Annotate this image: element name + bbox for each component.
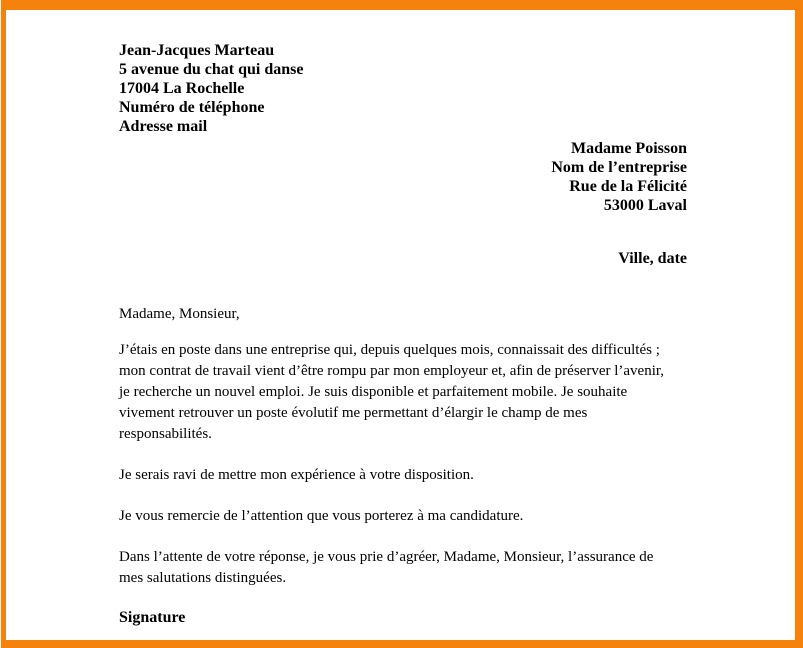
salutation: Madame, Monsieur,: [119, 306, 240, 322]
sender-name: Jean-Jacques Marteau: [119, 42, 275, 59]
sender-phone: Numéro de téléphone: [119, 99, 265, 116]
sender-block: [119, 41, 687, 136]
letter-body: [119, 340, 687, 589]
body-paragraph-1: J’étais en poste dans une entreprise qui, depuis quelques mois, connaissait des difficultés ; mon contrat de travail vient d’être rompu par mon employeur et, afin de préserver l’avenir, je recherche un nouvel emploi. Je suis disponible et parfaitement mobile. Je souhaite vivement retrouver un poste évolutif me permettant d’élargir le champ de mes responsabilités.: [119, 342, 665, 442]
recipient-block: [119, 139, 687, 215]
sender-email: Adresse mail: [119, 118, 208, 135]
page-frame: [1, 0, 803, 648]
sender-address-street: 5 avenue du chat qui danse: [119, 61, 304, 78]
recipient-address-city: 53000 Laval: [603, 197, 687, 214]
recipient-address-street: Rue de la Félicité: [569, 178, 687, 195]
sender-address-city: 17004 La Rochelle: [119, 80, 245, 97]
body-paragraph-4: Dans l’attente de votre réponse, je vous prie d’agréer, Madame, Monsieur, l’assurance de mes salutations distinguées.: [119, 549, 654, 586]
body-paragraph-2: Je serais ravi de mettre mon expérience à votre disposition.: [119, 467, 474, 483]
recipient-name: Madame Poisson: [571, 140, 687, 157]
letter-document: [6, 10, 795, 640]
body-paragraph-3: Je vous remercie de l’attention que vous porterez à ma candidature.: [119, 508, 524, 524]
signature-label: Signature: [119, 609, 186, 626]
recipient-company: Nom de l’entreprise: [551, 159, 687, 176]
date-line: Ville, date: [618, 250, 687, 267]
